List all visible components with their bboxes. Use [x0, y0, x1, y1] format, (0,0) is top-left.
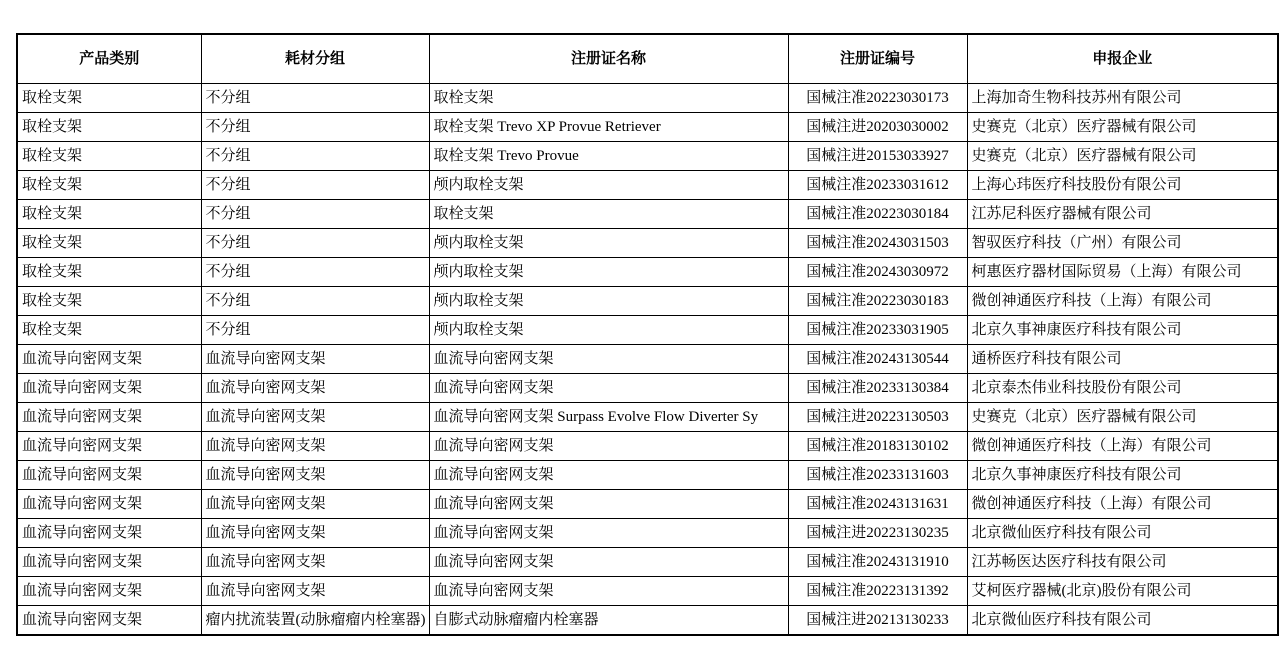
cell-cert-name: 血流导向密网支架	[429, 461, 788, 490]
cell-product-category: 血流导向密网支架	[17, 548, 201, 577]
cell-product-category: 取栓支架	[17, 84, 201, 113]
cell-consumable-group: 不分组	[201, 287, 429, 316]
cell-consumable-group: 血流导向密网支架	[201, 577, 429, 606]
cell-cert-number: 国械注准20243130544	[788, 345, 967, 374]
registration-table	[16, 33, 1279, 636]
cell-cert-number: 国械注准20243030972	[788, 258, 967, 287]
table-row	[17, 84, 1278, 113]
table-row	[17, 316, 1278, 345]
table-row	[17, 577, 1278, 606]
table-row	[17, 374, 1278, 403]
cell-applicant-company: 微创神通医疗科技（上海）有限公司	[967, 432, 1278, 461]
cell-cert-name: 血流导向密网支架	[429, 548, 788, 577]
cell-cert-number: 国械注准20233131603	[788, 461, 967, 490]
cell-cert-number: 国械注准20223030183	[788, 287, 967, 316]
cell-consumable-group: 不分组	[201, 229, 429, 258]
cell-product-category: 取栓支架	[17, 258, 201, 287]
cell-cert-name: 血流导向密网支架	[429, 432, 788, 461]
cell-applicant-company: 微创神通医疗科技（上海）有限公司	[967, 287, 1278, 316]
cell-product-category: 取栓支架	[17, 200, 201, 229]
cell-consumable-group: 不分组	[201, 84, 429, 113]
cell-product-category: 血流导向密网支架	[17, 432, 201, 461]
cell-cert-number: 国械注准20223131392	[788, 577, 967, 606]
cell-product-category: 取栓支架	[17, 229, 201, 258]
cell-product-category: 血流导向密网支架	[17, 403, 201, 432]
cell-product-category: 血流导向密网支架	[17, 606, 201, 636]
table-row	[17, 171, 1278, 200]
cell-applicant-company: 北京久事神康医疗科技有限公司	[967, 316, 1278, 345]
header-consumable-group: 耗材分组	[201, 34, 429, 84]
cell-cert-name: 血流导向密网支架 Surpass Evolve Flow Diverter Sy	[429, 403, 788, 432]
cell-applicant-company: 北京微仙医疗科技有限公司	[967, 519, 1278, 548]
table-row	[17, 258, 1278, 287]
cell-cert-name: 取栓支架	[429, 84, 788, 113]
cell-cert-name: 颅内取栓支架	[429, 171, 788, 200]
table-row	[17, 287, 1278, 316]
cell-product-category: 血流导向密网支架	[17, 374, 201, 403]
cell-consumable-group: 血流导向密网支架	[201, 490, 429, 519]
cell-cert-number: 国械注准20243131910	[788, 548, 967, 577]
cell-consumable-group: 血流导向密网支架	[201, 403, 429, 432]
cell-cert-name: 血流导向密网支架	[429, 374, 788, 403]
cell-cert-number: 国械注进20223130503	[788, 403, 967, 432]
cell-applicant-company: 北京泰杰伟业科技股份有限公司	[967, 374, 1278, 403]
cell-product-category: 取栓支架	[17, 287, 201, 316]
cell-cert-name: 颅内取栓支架	[429, 316, 788, 345]
cell-cert-number: 国械注准20243131631	[788, 490, 967, 519]
header-applicant-company: 申报企业	[967, 34, 1278, 84]
cell-cert-number: 国械注准20223030173	[788, 84, 967, 113]
cell-applicant-company: 江苏畅医达医疗科技有限公司	[967, 548, 1278, 577]
cell-cert-number: 国械注准20233130384	[788, 374, 967, 403]
cell-applicant-company: 艾柯医疗器械(北京)股份有限公司	[967, 577, 1278, 606]
cell-cert-name: 血流导向密网支架	[429, 577, 788, 606]
table-row	[17, 403, 1278, 432]
cell-consumable-group: 不分组	[201, 113, 429, 142]
cell-cert-name: 颅内取栓支架	[429, 287, 788, 316]
cell-applicant-company: 北京微仙医疗科技有限公司	[967, 606, 1278, 636]
cell-consumable-group: 血流导向密网支架	[201, 374, 429, 403]
cell-cert-name: 血流导向密网支架	[429, 490, 788, 519]
cell-product-category: 血流导向密网支架	[17, 490, 201, 519]
cell-consumable-group: 不分组	[201, 171, 429, 200]
cell-cert-number: 国械注准20183130102	[788, 432, 967, 461]
cell-cert-number: 国械注准20223030184	[788, 200, 967, 229]
header-cert-name: 注册证名称	[429, 34, 788, 84]
cell-consumable-group: 不分组	[201, 316, 429, 345]
cell-cert-name: 血流导向密网支架	[429, 345, 788, 374]
table-row	[17, 229, 1278, 258]
cell-cert-name: 取栓支架 Trevo XP Provue Retriever	[429, 113, 788, 142]
cell-applicant-company: 微创神通医疗科技（上海）有限公司	[967, 490, 1278, 519]
cell-cert-name: 血流导向密网支架	[429, 519, 788, 548]
cell-consumable-group: 血流导向密网支架	[201, 519, 429, 548]
cell-applicant-company: 史赛克（北京）医疗器械有限公司	[967, 113, 1278, 142]
cell-applicant-company: 柯惠医疗器材国际贸易（上海）有限公司	[967, 258, 1278, 287]
cell-consumable-group: 瘤内扰流装置(动脉瘤瘤内栓塞器)	[201, 606, 429, 636]
table-row	[17, 200, 1278, 229]
cell-consumable-group: 血流导向密网支架	[201, 432, 429, 461]
cell-cert-number: 国械注进20153033927	[788, 142, 967, 171]
cell-product-category: 血流导向密网支架	[17, 461, 201, 490]
cell-cert-number: 国械注进20213130233	[788, 606, 967, 636]
cell-consumable-group: 血流导向密网支架	[201, 461, 429, 490]
header-product-category: 产品类别	[17, 34, 201, 84]
cell-consumable-group: 血流导向密网支架	[201, 548, 429, 577]
cell-applicant-company: 上海心玮医疗科技股份有限公司	[967, 171, 1278, 200]
table-body	[17, 84, 1278, 636]
cell-cert-number: 国械注准20233031905	[788, 316, 967, 345]
table-row	[17, 345, 1278, 374]
cell-consumable-group: 血流导向密网支架	[201, 345, 429, 374]
cell-product-category: 血流导向密网支架	[17, 519, 201, 548]
cell-cert-name: 取栓支架 Trevo Provue	[429, 142, 788, 171]
table-row	[17, 548, 1278, 577]
cell-applicant-company: 北京久事神康医疗科技有限公司	[967, 461, 1278, 490]
cell-product-category: 取栓支架	[17, 142, 201, 171]
table-row	[17, 606, 1278, 636]
cell-product-category: 取栓支架	[17, 171, 201, 200]
cell-cert-number: 国械注准20233031612	[788, 171, 967, 200]
cell-product-category: 血流导向密网支架	[17, 345, 201, 374]
cell-consumable-group: 不分组	[201, 258, 429, 287]
cell-cert-name: 颅内取栓支架	[429, 258, 788, 287]
cell-applicant-company: 史赛克（北京）医疗器械有限公司	[967, 403, 1278, 432]
table-row	[17, 432, 1278, 461]
table-row	[17, 490, 1278, 519]
header-row	[17, 34, 1278, 84]
cell-cert-name: 自膨式动脉瘤瘤内栓塞器	[429, 606, 788, 636]
cell-consumable-group: 不分组	[201, 200, 429, 229]
cell-consumable-group: 不分组	[201, 142, 429, 171]
cell-cert-number: 国械注进20223130235	[788, 519, 967, 548]
table-row	[17, 142, 1278, 171]
cell-applicant-company: 通桥医疗科技有限公司	[967, 345, 1278, 374]
cell-applicant-company: 智驭医疗科技（广州）有限公司	[967, 229, 1278, 258]
cell-product-category: 取栓支架	[17, 316, 201, 345]
cell-applicant-company: 江苏尼科医疗器械有限公司	[967, 200, 1278, 229]
cell-applicant-company: 史赛克（北京）医疗器械有限公司	[967, 142, 1278, 171]
cell-cert-name: 取栓支架	[429, 200, 788, 229]
table-row	[17, 461, 1278, 490]
cell-applicant-company: 上海加奇生物科技苏州有限公司	[967, 84, 1278, 113]
table-row	[17, 519, 1278, 548]
cell-product-category: 取栓支架	[17, 113, 201, 142]
header-cert-number: 注册证编号	[788, 34, 967, 84]
cell-cert-name: 颅内取栓支架	[429, 229, 788, 258]
cell-cert-number: 国械注进20203030002	[788, 113, 967, 142]
cell-cert-number: 国械注准20243031503	[788, 229, 967, 258]
table-row	[17, 113, 1278, 142]
cell-product-category: 血流导向密网支架	[17, 577, 201, 606]
